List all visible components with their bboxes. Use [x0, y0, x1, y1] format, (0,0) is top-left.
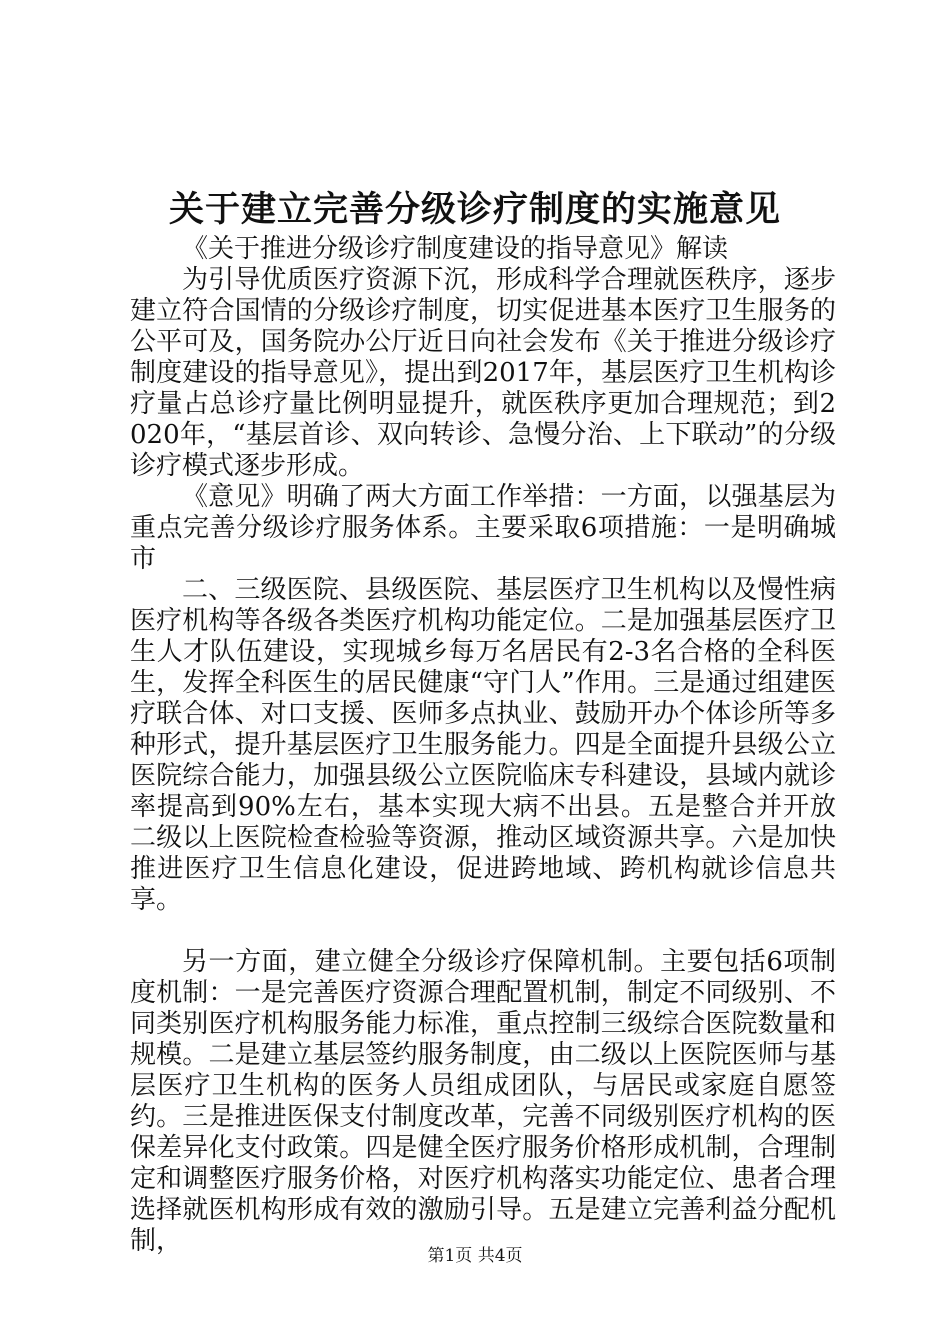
- paragraph-spacer: [130, 916, 836, 947]
- document-title: 关于建立完善分级诊疗制度的实施意见: [168, 189, 781, 230]
- paragraph-1: 为引导优质医疗资源下沉，形成科学合理就医秩序，逐步建立符合国情的分级诊疗制度，切实促进基本医疗卫生服务的公平可及，国务院办公厅近日向社会发布《关于推进分级诊疗制度建设的指导意见》，提出到2017年，基层医疗卫生机构诊疗量占总诊疗量比例明显提升，就医秩序更加合理规范；到2020年，“基层首诊、双向转诊、急慢分治、上下联动”的分级诊疗模式逐步形成。: [130, 265, 836, 481]
- document-subtitle: 《关于推进分级诊疗制度建设的指导意见》解读: [182, 234, 729, 264]
- paragraph-3: 二、三级医院、县级医院、基层医疗卫生机构以及慢性病医疗机构等各级各类医疗机构功能定位。二是加强基层医疗卫生人才队伍建设，实现城乡每万名居民有2-3名合格的全科医生，发挥全科医生的居民健康“守门人”作用。三是通过组建医疗联合体、对口支援、医师多点执业、鼓励开办个体诊所等多种形式，提升基层医疗卫生服务能力。四是全面提升县级公立医院综合能力，加强县级公立医院临床专科建设，县域内就诊率提高到90%左右，基本实现大病不出县。五是整合并开放二级以上医院检查检验等资源，推动区域资源共享。六是加快推进医疗卫生信息化建设，促进跨地域、跨机构就诊信息共享。: [130, 575, 836, 915]
- paragraph-4: 另一方面，建立健全分级诊疗保障机制。主要包括6项制度机制：一是完善医疗资源合理配置机制，制定不同级别、不同类别医疗机构服务能力标准，重点控制三级综合医院数量和规模。二是建立基层签约服务制度，由二级以上医院医师与基层医疗卫生机构的医务人员组成团队，与居民或家庭自愿签约。三是推进医保支付制度改革，完善不同级别医疗机构的医保差异化支付政策。四是健全医疗服务价格形成机制，合理制定和调整医疗服务价格，对医疗机构落实功能定位、患者合理选择就医机构形成有效的激励引导。五是建立完善利益分配机制，: [130, 947, 836, 1256]
- paragraph-2: 《意见》明确了两大方面工作举措：一方面，以强基层为重点完善分级诊疗服务体系。主要采取6项措施：一是明确城市: [130, 482, 836, 574]
- page-number-footer: 第1页 共4页: [427, 1246, 523, 1266]
- document-body: [130, 234, 836, 1257]
